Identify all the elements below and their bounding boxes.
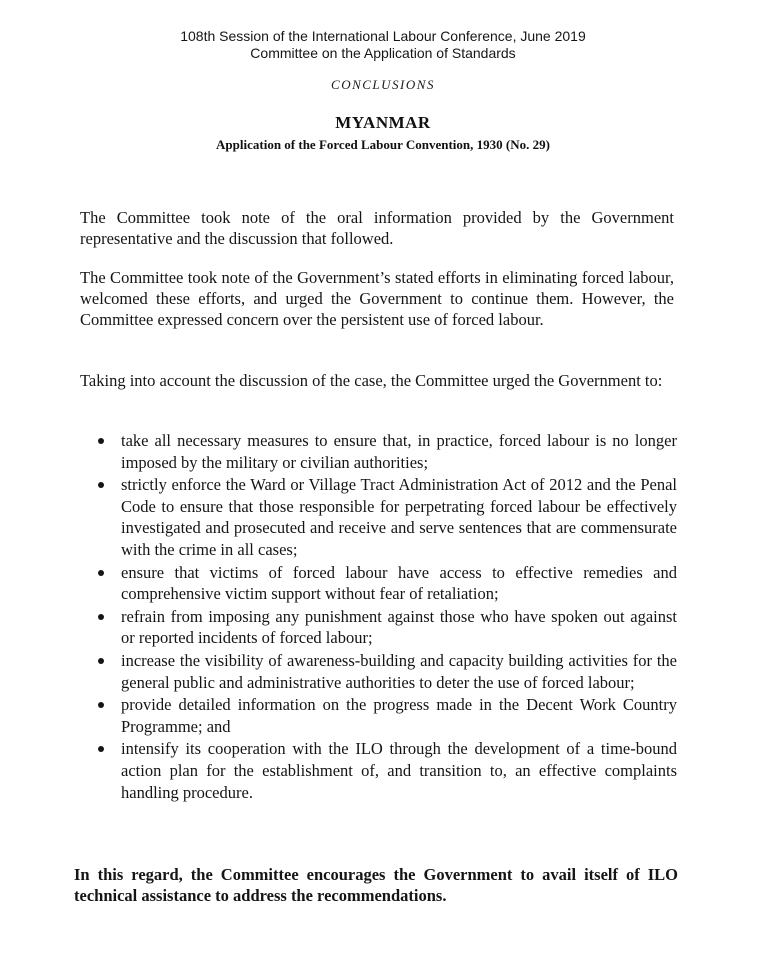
bullet-icon bbox=[98, 614, 104, 620]
bullet-icon bbox=[98, 438, 104, 444]
list-item bbox=[95, 430, 677, 473]
paragraph-closing: In this regard, the Committee encourages the Government to avail itself of ILO technical assistance to address the recommendations. bbox=[74, 865, 678, 905]
convention-subtitle: Application of the Forced Labour Convention, 1930 (No. 29) bbox=[216, 137, 550, 152]
list-item-text: refrain from imposing any punishment against those who have spoken out against or reported incidents of forced labour; bbox=[121, 606, 677, 648]
list-item bbox=[95, 562, 677, 605]
list-item bbox=[95, 474, 677, 560]
bullet-icon bbox=[98, 570, 104, 576]
list-item bbox=[95, 694, 677, 737]
session-header: 108th Session of the International Labour Conference, June 2019 bbox=[180, 28, 586, 44]
list-item-text: take all necessary measures to ensure that, in practice, forced labour is no longer imposed by the military or civilian authorities; bbox=[121, 431, 677, 472]
bullet-icon bbox=[98, 746, 104, 752]
list-item bbox=[95, 650, 677, 693]
bullet-icon bbox=[98, 658, 104, 664]
country-title: MYANMAR bbox=[335, 113, 431, 132]
list-item-text: ensure that victims of forced labour have access to effective remedies and comprehensive victim support without fear of retaliation; bbox=[121, 562, 677, 604]
conclusions-label: CONCLUSIONS bbox=[331, 77, 435, 92]
list-item bbox=[95, 738, 677, 803]
bullet-icon bbox=[98, 702, 104, 708]
list-item-text: increase the visibility of awareness-building and capacity building activities for the general public and administrative authorities to deter the use of forced labour; bbox=[121, 650, 677, 692]
committee-header: Committee on the Application of Standards bbox=[250, 45, 516, 61]
recommendations-list bbox=[95, 430, 677, 804]
list-item-text: provide detailed information on the progress made in the Decent Work Country Programme; and bbox=[121, 695, 677, 736]
list-item-text: intensify its cooperation with the ILO through the development of a time-bound action plan for the establishment of, and transition to, an effective complaints handling procedure. bbox=[121, 739, 677, 802]
list-item bbox=[95, 606, 677, 649]
bullet-icon bbox=[98, 482, 104, 488]
paragraph-urged-government: Taking into account the discussion of the case, the Committee urged the Government to: bbox=[80, 371, 663, 390]
paragraph-oral-information: The Committee took note of the oral information provided by the Government representative and the discussion that followed. bbox=[80, 208, 674, 248]
list-item-text: strictly enforce the Ward or Village Tract Administration Act of 2012 and the Penal Code to ensure that those responsible for perpetrating forced labour be effectively investigated and prosecuted and receive and serve sentences that are commensurate with the crime in all cases; bbox=[121, 475, 677, 559]
paragraph-stated-efforts: The Committee took note of the Government’s stated efforts in eliminating forced labour, welcomed these efforts, and urged the Government to continue them. However, the Committee expressed concern over the persistent use of forced labour. bbox=[80, 268, 674, 329]
